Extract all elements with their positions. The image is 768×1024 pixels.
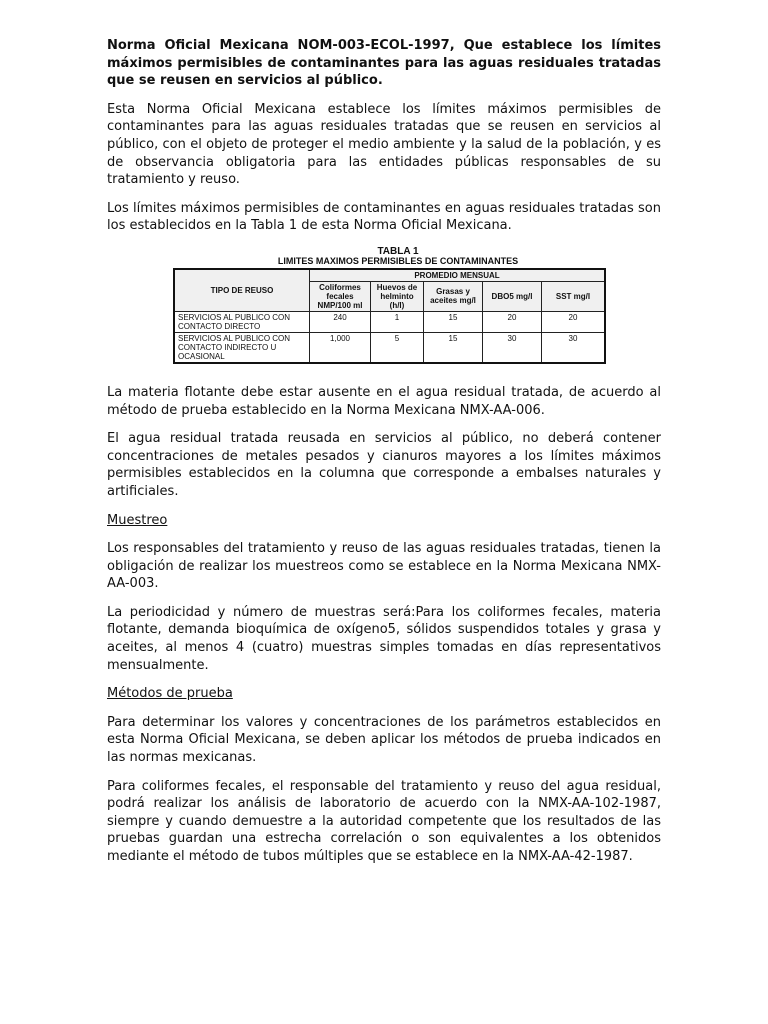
section-heading-metodos: Métodos de prueba	[107, 686, 233, 702]
group-header: PROMEDIO MENSUAL	[310, 269, 606, 282]
table-cell: 1,000	[310, 332, 371, 363]
col-header: Huevos de helminto (h/l)	[371, 281, 424, 311]
paragraph: Para determinar los valores y concentraciones de los parámetros establecidos en esta Norma Oficial Mexicana, se deben aplicar los métodos de prueba indicados en las normas mexicanas.	[107, 714, 661, 766]
table-cell-tipo: SERVICIOS AL PUBLICO CON CONTACTO DIRECTO	[174, 311, 310, 332]
table-cell: 1	[371, 311, 424, 332]
paragraph: Esta Norma Oficial Mexicana establece los límites máximos permisibles de contaminantes para las aguas residuales tratadas que se reusen en servicios al público, con el objeto de proteger el medio ambiente y la salud de la población, y es de observancia obligatoria para las entidades públicas responsables de su tratamiento y reuso.	[107, 101, 661, 188]
table-cell: 5	[371, 332, 424, 363]
col-header: Coliformes fecales NMP/100 ml	[310, 281, 371, 311]
paragraph: La periodicidad y número de muestras será:Para los coliformes fecales, materia flotante, demanda bioquímica de oxígeno5, sólidos suspendidos totales y grasa y aceites, al menos 4 (cuatro) muestras simples tomadas en días representativos mensualmente.	[107, 604, 661, 673]
table-row	[174, 332, 605, 363]
paragraph: La materia flotante debe estar ausente en el agua residual tratada, de acuerdo al método de prueba establecido en la Norma Mexicana NMX-AA-006.	[107, 384, 661, 418]
col-header: DBO5 mg/l	[483, 281, 542, 311]
table-row	[174, 311, 605, 332]
paragraph: Para coliformes fecales, el responsable del tratamiento y reuso del agua residual, podrá realizar los análisis de laboratorio de acuerdo con la NMX-AA-102-1987, siempre y cuando demuestre a la autoridad competente que los resultados de las pruebas guardan una estrecha correlación o son equivalentes a los obtenidos mediante el método de tubos múltiples que se establece en la NMX-AA-42-1987.	[107, 778, 661, 864]
table-subtitle: LIMITES MAXIMOS PERMISIBLES DE CONTAMINANTES	[277, 255, 519, 266]
table-cell-tipo: SERVICIOS AL PUBLICO CON CONTACTO INDIRECTO U OCASIONAL	[174, 332, 310, 363]
paragraph: Los límites máximos permisibles de contaminantes en aguas residuales tratadas son los establecidos en la Tabla 1 de esta Norma Oficial Mexicana.	[107, 200, 661, 234]
table-cell: 30	[483, 332, 542, 363]
limits-table	[173, 268, 606, 364]
document-body	[107, 37, 661, 877]
table-cell: 20	[542, 311, 606, 332]
section-heading-muestreo: Muestreo	[107, 512, 168, 528]
table-cell: 15	[424, 332, 483, 363]
col-header: Grasas y aceites mg/l	[424, 281, 483, 311]
paragraph: Los responsables del tratamiento y reuso de las aguas residuales tratadas, tienen la obligación de realizar los muestreos como se establece en la Norma Mexicana NMX-AA-003.	[107, 541, 661, 592]
col-tipo-header: TIPO DE REUSO	[174, 269, 310, 312]
table-caption: TABLA 1	[377, 245, 419, 257]
table-cell: 240	[310, 311, 371, 332]
table-cell: 15	[424, 311, 483, 332]
paragraph: El agua residual tratada reusada en servicios al público, no deberá contener concentraciones de metales pesados y cianuros mayores a los límites máximos permisibles establecidos en la columna que corresponde a embalses naturales y artificiales.	[107, 431, 661, 499]
table-cell: 30	[542, 332, 606, 363]
document-title: Norma Oficial Mexicana NOM-003-ECOL-1997, Que establece los límites máximos permisibles de contaminantes para las aguas residuales tratadas que se reusen en servicios al público.	[107, 38, 661, 89]
table-1-image	[107, 246, 661, 372]
table-cell: 20	[483, 311, 542, 332]
col-header: SST mg/l	[542, 281, 606, 311]
